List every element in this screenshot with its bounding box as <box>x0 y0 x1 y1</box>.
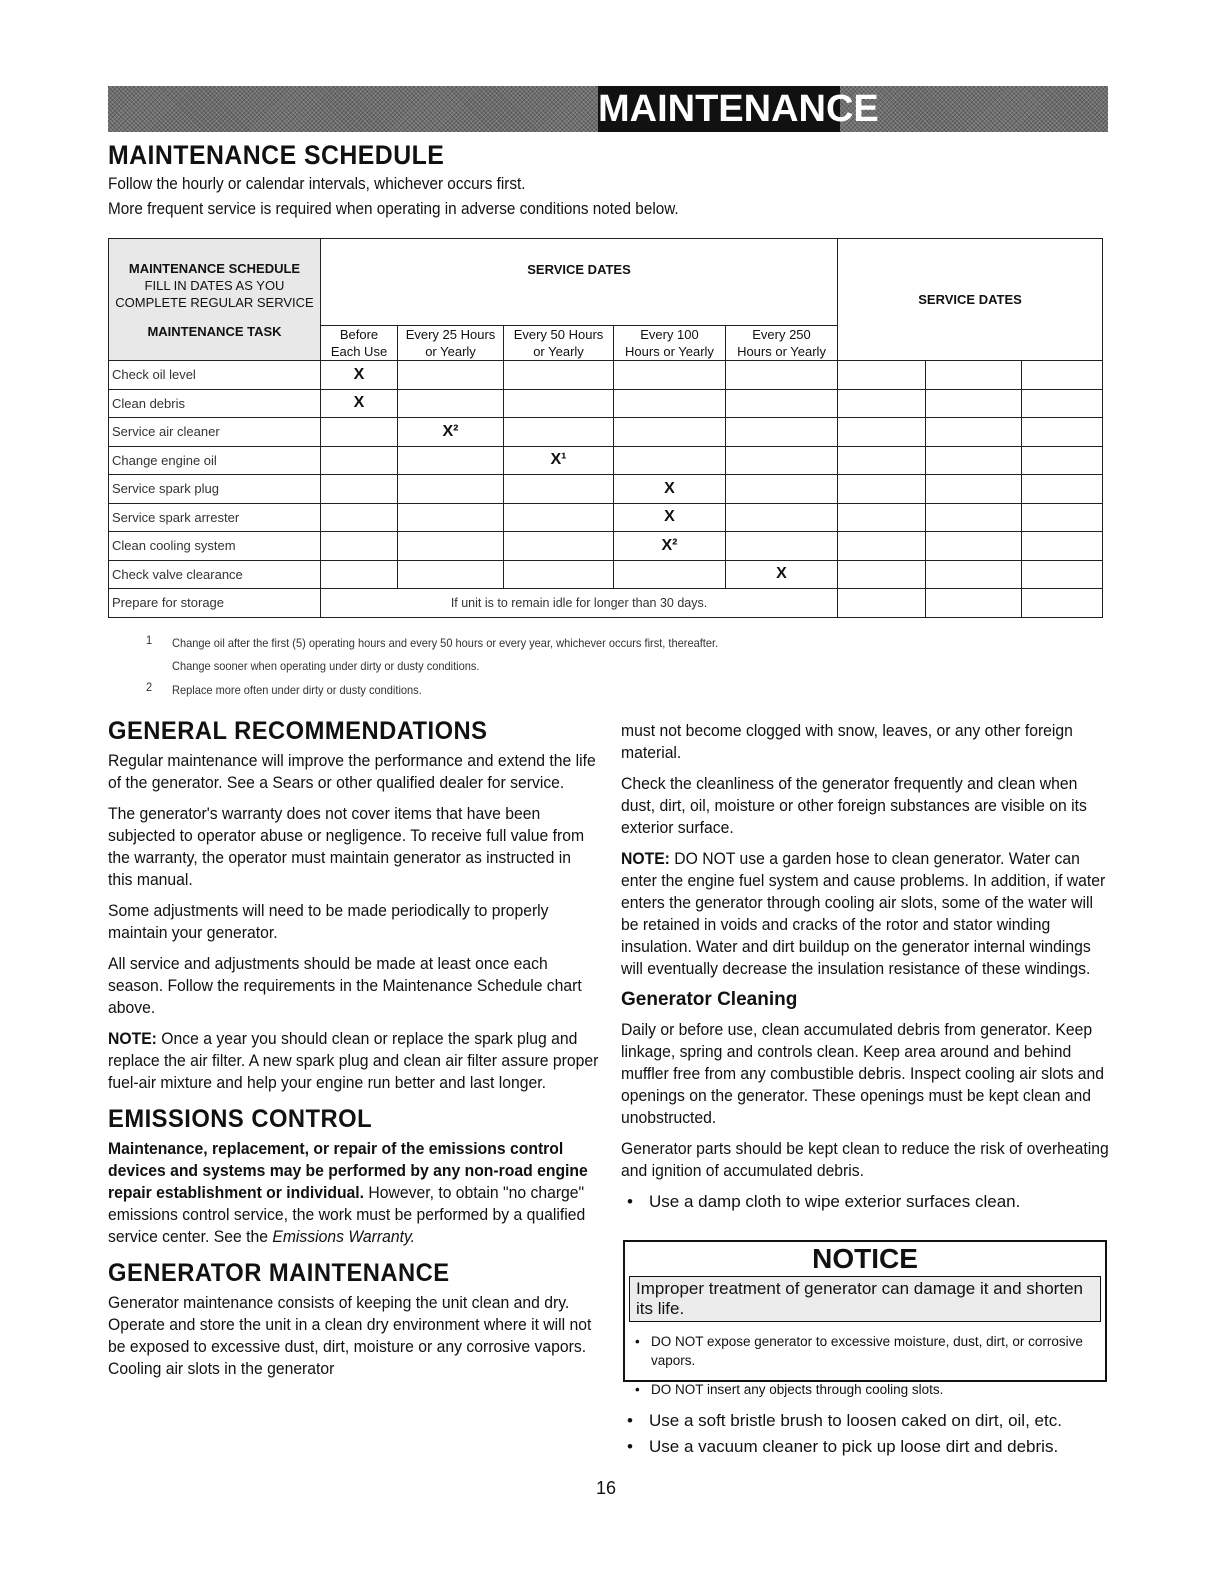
date-cell[interactable] <box>838 532 926 561</box>
service-dates-right-header: SERVICE DATES <box>838 239 1103 361</box>
footnote-1-line-1: Change oil after the first (5) operating hours and every 50 hours or every year, whichever occurs first, thereafter. <box>172 636 719 650</box>
interval-mark-cell <box>726 532 838 561</box>
page-number: 16 <box>596 1478 617 1498</box>
corner-line-1: FILL IN DATES AS YOU <box>144 277 285 293</box>
interval-mark-cell <box>504 532 614 561</box>
maintenance-banner <box>108 86 1108 132</box>
note-text: Once a year you should clean or replace the spark plug and replace the air filter. A new spark plug and clean air filter assure proper fuel-air mixture and help your engine run better and last longer. <box>108 1029 599 1092</box>
gen-rec-paragraph-1: Regular maintenance will improve the performance and extend the life of the generator. See a Sears or other qualified dealer for service. <box>108 751 596 792</box>
date-cell[interactable] <box>926 503 1022 532</box>
right-paragraph-1: must not become clogged with snow, leaves, or any other foreign material. <box>621 721 1073 762</box>
interval-mark-cell <box>321 560 398 589</box>
date-cell[interactable] <box>838 503 926 532</box>
table-row <box>109 361 1103 390</box>
generator-maintenance-heading: GENERATOR MAINTENANCE <box>108 1259 450 1287</box>
notice-title: NOTICE <box>812 1243 918 1274</box>
interval-mark-cell <box>398 560 504 589</box>
interval-mark-cell <box>398 446 504 475</box>
interval-header: Every 25 Hours or Yearly <box>398 326 504 361</box>
right-note-label: NOTE: <box>621 849 670 868</box>
task-header: MAINTENANCE TASK <box>147 323 282 339</box>
gen-rec-paragraph-4: All service and adjustments should be made at least once each season. Follow the requirements in the Maintenance Schedule chart above. <box>108 954 582 1017</box>
emissions-paragraph <box>108 1138 600 1248</box>
date-cell[interactable] <box>926 446 1022 475</box>
right-paragraph-2: Check the cleanliness of the generator frequently and clean when dust, dirt, oil, moisture or other foreign substances are visible on its exterior surface. <box>621 774 1087 837</box>
interval-mark-cell <box>504 389 614 418</box>
interval-mark-cell <box>321 418 398 447</box>
interval-mark-cell <box>726 503 838 532</box>
interval-header: Every 250 Hours or Yearly <box>726 326 838 361</box>
interval-mark-cell <box>398 475 504 504</box>
interval-mark-cell <box>504 503 614 532</box>
task-cell: Prepare for storage <box>109 589 321 618</box>
emissions-control-heading: EMISSIONS CONTROL <box>108 1105 373 1133</box>
date-cell[interactable] <box>926 418 1022 447</box>
task-cell: Check valve clearance <box>109 560 321 589</box>
date-cell[interactable] <box>1022 589 1103 618</box>
interval-header: Before Each Use <box>321 326 398 361</box>
date-cell[interactable] <box>838 389 926 418</box>
generator-cleaning-heading: Generator Cleaning <box>621 989 798 1010</box>
interval-mark-cell <box>614 446 726 475</box>
notice-item-1: • DO NOT expose generator to excessive moisture, dust, dirt, or corrosive vapors. <box>629 1328 1101 1374</box>
task-cell: Clean cooling system <box>109 532 321 561</box>
task-cell: Service spark plug <box>109 475 321 504</box>
interval-mark-cell <box>614 389 726 418</box>
date-cell[interactable] <box>926 560 1022 589</box>
table-row <box>109 475 1103 504</box>
table-row-storage <box>109 589 1103 618</box>
interval-mark-cell <box>398 361 504 390</box>
date-cell[interactable] <box>926 475 1022 504</box>
date-cell[interactable] <box>838 446 926 475</box>
interval-mark-cell <box>321 532 398 561</box>
table-row <box>109 389 1103 418</box>
interval-header: Every 100 Hours or Yearly <box>614 326 726 361</box>
table-row <box>109 446 1103 475</box>
interval-mark-cell <box>398 532 504 561</box>
date-cell[interactable] <box>1022 361 1103 390</box>
footnote-2-line-1: Replace more often under dirty or dusty conditions. <box>172 683 422 697</box>
footnote-2-mark: 2 <box>146 680 153 694</box>
date-cell[interactable] <box>926 389 1022 418</box>
task-cell: Service spark arrester <box>109 503 321 532</box>
right-note <box>621 848 1113 980</box>
maintenance-schedule-table <box>108 238 1103 618</box>
interval-mark-cell <box>726 361 838 390</box>
interval-mark-cell <box>321 503 398 532</box>
interval-mark-cell <box>504 418 614 447</box>
service-dates-left-header: SERVICE DATES <box>321 239 838 326</box>
interval-mark-cell <box>726 475 838 504</box>
emissions-bold-text: Maintenance, replacement, or repair of the emissions control devices and systems may be performed by any non-road engine repair establishment or individual. <box>108 1139 588 1202</box>
cleaning-bullet-3: • Use a vacuum cleaner to pick up loose dirt and debris. <box>621 1436 1113 1458</box>
date-cell[interactable] <box>1022 446 1103 475</box>
emissions-warranty-ref: Emissions Warranty. <box>272 1227 416 1246</box>
note-label: NOTE: <box>108 1029 157 1048</box>
generator-maintenance-paragraph: Generator maintenance consists of keeping the unit clean and dry. Operate and store the unit in a clean dry environment where it will not be exposed to excessive dust, dirt, moisture or any corrosive vapors. Cooling air slots in the generator <box>108 1293 592 1378</box>
interval-mark-cell: X <box>614 503 726 532</box>
interval-mark-cell: X <box>321 389 398 418</box>
date-cell[interactable] <box>1022 475 1103 504</box>
date-cell[interactable] <box>1022 389 1103 418</box>
cleaning-paragraph-1: Daily or before use, clean accumulated debris from generator. Keep linkage, spring and controls clean. Keep area around and behind muffler free from any combustible debris. Inspect cooling air slots and openings on the generator. These openings must be kept clean and unobstructed. <box>621 1020 1105 1127</box>
interval-mark-cell <box>504 475 614 504</box>
date-cell[interactable] <box>926 589 1022 618</box>
left-column <box>108 714 600 1389</box>
interval-mark-cell <box>614 560 726 589</box>
interval-mark-cell: X² <box>614 532 726 561</box>
notice-box <box>623 1240 1107 1397</box>
right-note-text: DO NOT use a garden hose to clean generator. Water can enter the engine fuel system and cause problems. In addition, if water enters the generator through cooling air slots, some of the water will be retained in voids and cracks of the rotor and stator winding insulation. Water and dirt buildup on the generator internal windings will eventually decrease the insulation resistance of these windings. <box>621 849 1106 978</box>
table-row <box>109 560 1103 589</box>
intro-line-2: More frequent service is required when operating in adverse conditions noted below. <box>108 199 679 218</box>
notice-body: Improper treatment of generator can damage it and shorten its life. <box>629 1276 1101 1322</box>
table-header-row <box>109 239 1103 326</box>
general-recommendations-heading: GENERAL RECOMMENDATIONS <box>108 717 488 745</box>
interval-mark-cell: X <box>321 361 398 390</box>
table-row <box>109 503 1103 532</box>
cleaning-bullet-2: • Use a soft bristle brush to loosen caked on dirt, oil, etc. <box>621 1410 1113 1432</box>
intro-line-1: Follow the hourly or calendar intervals, whichever occurs first. <box>108 174 526 193</box>
right-column <box>621 720 1113 1222</box>
date-cell[interactable] <box>1022 532 1103 561</box>
table-row <box>109 418 1103 447</box>
interval-mark-cell <box>726 418 838 447</box>
interval-mark-cell <box>321 475 398 504</box>
interval-header: Every 50 Hours or Yearly <box>504 326 614 361</box>
interval-mark-cell <box>614 361 726 390</box>
table-corner-cell <box>109 239 321 361</box>
footnote-1-line-2: Change sooner when operating under dirty or dusty conditions. <box>172 659 480 673</box>
interval-mark-cell <box>504 560 614 589</box>
date-cell[interactable] <box>1022 418 1103 447</box>
date-cell[interactable] <box>838 560 926 589</box>
schedule-heading: MAINTENANCE SCHEDULE <box>108 140 445 170</box>
table-row <box>109 532 1103 561</box>
task-cell: Service air cleaner <box>109 418 321 447</box>
date-cell[interactable] <box>838 361 926 390</box>
interval-mark-cell <box>726 389 838 418</box>
interval-mark-cell <box>504 361 614 390</box>
date-cell[interactable] <box>838 589 926 618</box>
interval-mark-cell <box>398 389 504 418</box>
date-cell[interactable] <box>838 418 926 447</box>
date-cell[interactable] <box>1022 560 1103 589</box>
interval-mark-cell: X² <box>398 418 504 447</box>
corner-title: MAINTENANCE SCHEDULE <box>128 260 301 276</box>
storage-note: If unit is to remain idle for longer than 30 days. <box>321 589 838 618</box>
interval-mark-cell <box>614 418 726 447</box>
cleaning-paragraph-2: Generator parts should be kept clean to reduce the risk of overheating and ignition of accumulated debris. <box>621 1139 1109 1180</box>
task-cell: Clean debris <box>109 389 321 418</box>
date-cell[interactable] <box>838 475 926 504</box>
interval-mark-cell <box>726 446 838 475</box>
date-cell[interactable] <box>1022 503 1103 532</box>
notice-item-2: • DO NOT insert any objects through cooling slots. <box>629 1376 1101 1403</box>
interval-mark-cell <box>398 503 504 532</box>
interval-mark-cell: X¹ <box>504 446 614 475</box>
banner-title: MAINTENANCE <box>598 88 879 130</box>
interval-mark-cell: X <box>614 475 726 504</box>
date-cell[interactable] <box>926 361 1022 390</box>
task-cell: Change engine oil <box>109 446 321 475</box>
task-cell: Check oil level <box>109 361 321 390</box>
right-column-bullets <box>621 1410 1113 1467</box>
date-cell[interactable] <box>926 532 1022 561</box>
gen-rec-paragraph-3: Some adjustments will need to be made periodically to properly maintain your generator. <box>108 901 549 942</box>
interval-mark-cell <box>321 446 398 475</box>
cleaning-bullet-1: • Use a damp cloth to wipe exterior surfaces clean. <box>621 1191 1113 1213</box>
gen-rec-note <box>108 1028 600 1094</box>
footnote-1-mark: 1 <box>146 633 153 647</box>
gen-rec-paragraph-2: The generator's warranty does not cover items that have been subjected to operator abuse or negligence. To receive full value from the warranty, the operator must maintain generator as instructed in this manual. <box>108 804 585 889</box>
corner-line-2: COMPLETE REGULAR SERVICE <box>115 294 314 310</box>
interval-mark-cell: X <box>726 560 838 589</box>
emissions-text: However, to obtain "no charge" emissions control service, the work must be performed by a qualified service center. See the <box>108 1183 586 1246</box>
